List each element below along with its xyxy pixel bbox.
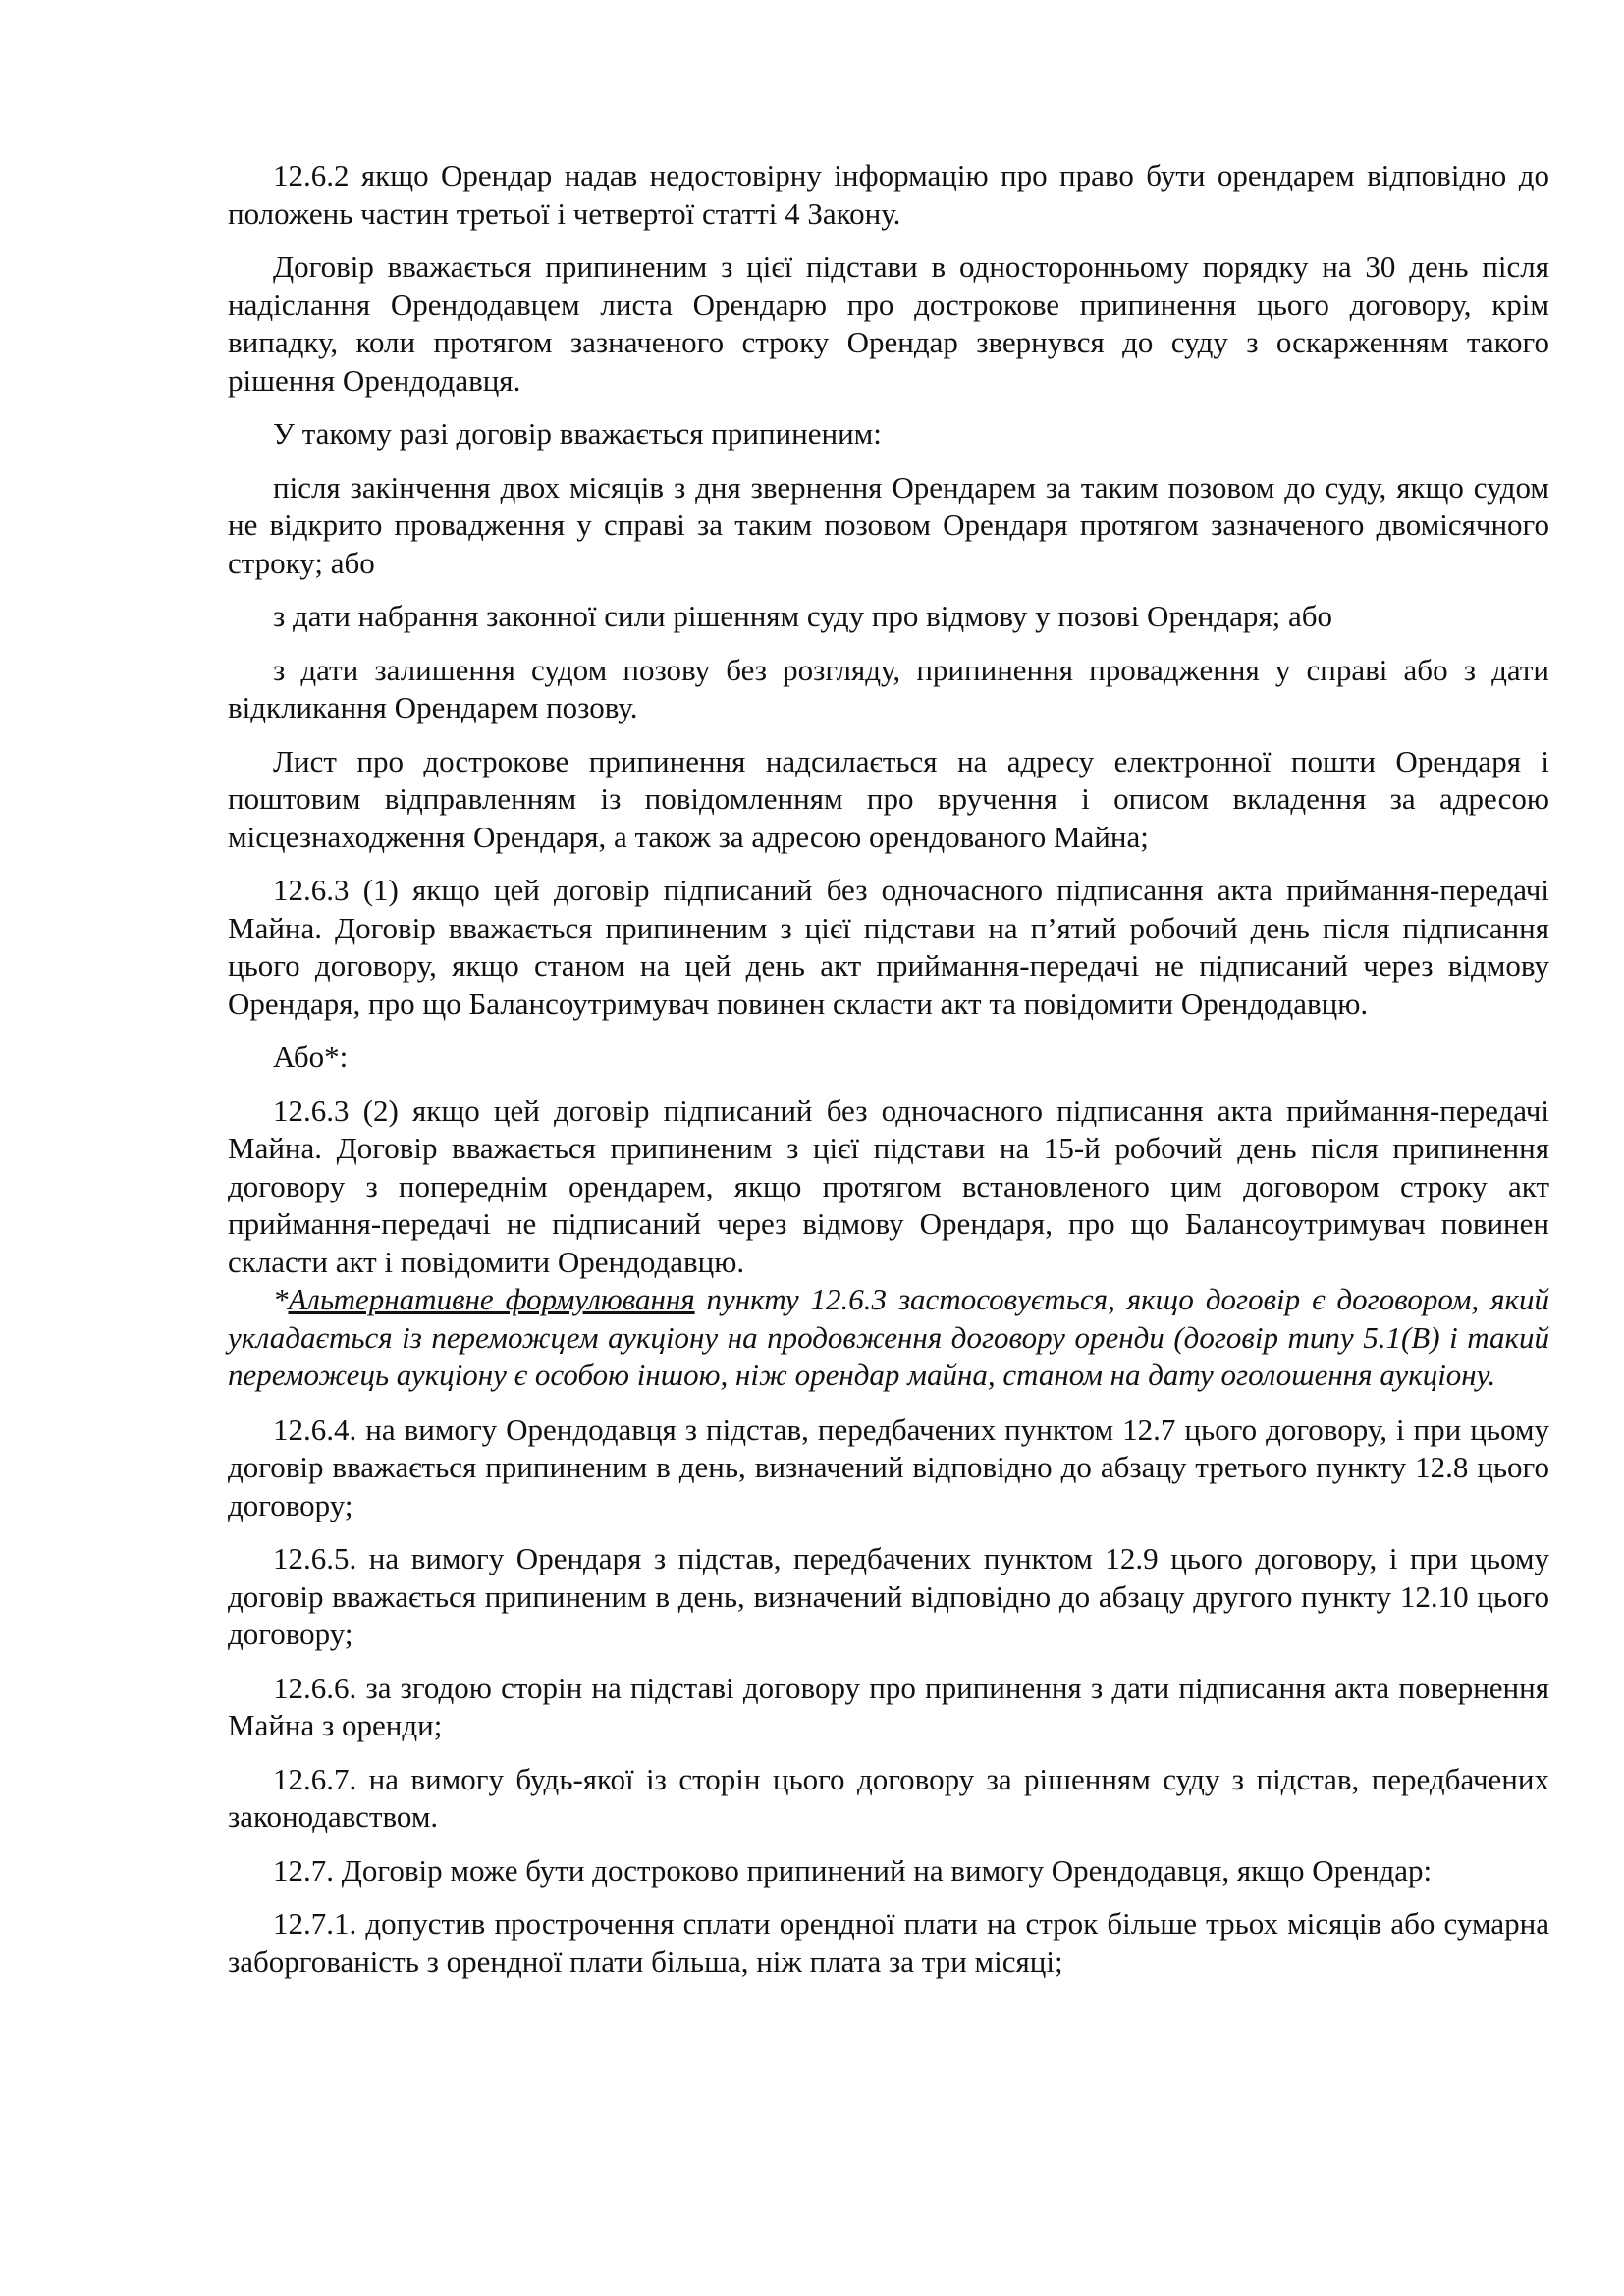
footnote-text: пункту 12.6.3 застосовується, якщо договір є договором, який укладається із переможцем аукціону на продовження договору оренди (договір типу 5.1(В) і такий переможець аукціону є особою іншою, ніж орендар майна, станом на дату оголошення аукціону. bbox=[228, 1282, 1549, 1392]
clause-12-6-6: 12.6.6. за згодою сторін на підставі договору про припинення з дати підписання акта повернення Майна з оренди; bbox=[228, 1670, 1549, 1742]
clause-12-7-1: 12.7.1. допустив прострочення сплати орендної плати на строк більше трьох місяців або сумарна заборгованість з орендної плати більша, ніж плата за три місяці; bbox=[228, 1906, 1549, 1979]
clause-12-6-7: 12.6.7. на вимогу будь-якої із сторін цього договору за рішенням суду з підстав, передбачених законодавством. bbox=[228, 1761, 1549, 1834]
footnote-underlined-phrase: Альтернативне формулювання bbox=[288, 1282, 695, 1316]
termination-letter-paragraph: Лист про дострокове припинення надсилається на адресу електронної пошти Орендаря і поштовим відправленням із повідомленням про вручення і описом вкладення за адресою місцезнаходження Орендаря, а також за адресою орендованого Майна; bbox=[228, 743, 1549, 854]
clause-12-6-3-2: 12.6.3 (2) якщо цей договір підписаний без одночасного підписання акта приймання-передачі Майна. Договір вважається припиненим з цієї підстави на 15-й робочий день після припинення договору з попереднім орендарем, якщо протягом встановленого цим договором строку акт приймання-передачі не підписаний через відмову Орендаря, про що Балансоутримувач повинен скласти акт і повідомити Орендодавцю. bbox=[228, 1093, 1549, 1279]
footnote-marker: * bbox=[273, 1282, 289, 1316]
clause-12-7: 12.7. Договір може бути достроково припинений на вимогу Орендодавця, якщо Орендар: bbox=[273, 1852, 1433, 1888]
document-page bbox=[228, 157, 1549, 1997]
termination-condition-claim-left: з дати залишення судом позову без розгляду, припинення провадження у справі або з дати відкликання Орендарем позову. bbox=[228, 652, 1549, 724]
clause-12-6-2: 12.6.2 якщо Орендар надав недостовірну інформацію про право бути орендарем відповідно до положень частин третьої і четвертої статті 4 Закону. bbox=[228, 158, 1549, 231]
alternative-marker: Або*: bbox=[273, 1040, 349, 1074]
termination-conditions-intro: У такому разі договір вважається припиненим: bbox=[273, 416, 882, 451]
clause-12-6-5: 12.6.5. на вимогу Орендаря з підстав, передбачених пунктом 12.9 цього договору, і при цьому договір вважається припиненим в день, визначений відповідно до абзацу другого пункту 12.10 цього договору; bbox=[228, 1541, 1549, 1651]
clause-12-6-3-1: 12.6.3 (1) якщо цей договір підписаний без одночасного підписання акта приймання-передачі Майна. Договір вважається припиненим з цієї підстави на п’ятий робочий день після підписання цього договору, якщо станом на цей день акт приймання-передачі не підписаний через відмову Орендаря, про що Балансоутримувач повинен скласти акт та повідомити Орендодавцю. bbox=[228, 873, 1549, 1021]
termination-condition-court-refusal: з дати набрання законної сили рішенням суду про відмову у позові Орендаря; або bbox=[273, 599, 1332, 633]
alternative-wording-footnote bbox=[228, 1281, 1549, 1395]
termination-condition-two-months: після закінчення двох місяців з дня звернення Орендарем за таким позовом до суду, якщо судом не відкрито провадження у справі за таким позовом Орендаря протягом зазначеного двомісячного строку; або bbox=[228, 469, 1549, 580]
clause-12-6-4: 12.6.4. на вимогу Орендодавця з підстав, передбачених пунктом 12.7 цього договору, і при цьому договір вважається припиненим в день, визначений відповідно до абзацу третього пункту 12.8 цього договору; bbox=[228, 1412, 1549, 1522]
termination-30-day-paragraph: Договір вважається припиненим з цієї підстави в односторонньому порядку на 30 день після надіслання Орендодавцем листа Орендарю про дострокове припинення цього договору, крім випадку, коли протягом зазначеного строку Орендар звернувся до суду з оскарженням такого рішення Орендодавця. bbox=[228, 249, 1549, 398]
